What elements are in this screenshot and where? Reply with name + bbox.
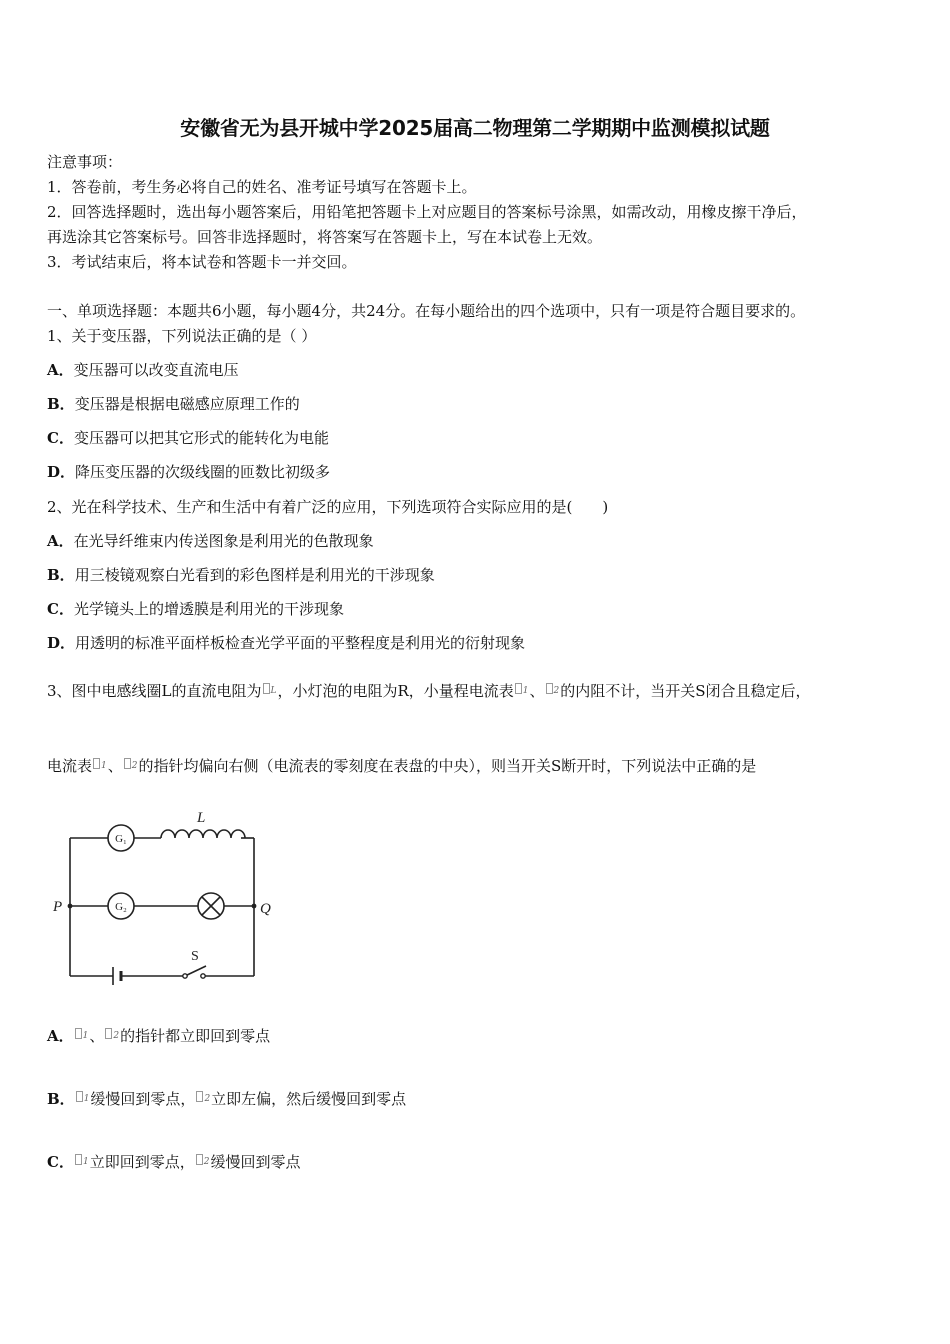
- option-label: C．: [47, 600, 74, 618]
- label-g1: G₁: [115, 833, 127, 845]
- option-label: C．: [47, 429, 74, 447]
- missing-formula-icon: [196, 1154, 203, 1165]
- option-text: 缓慢回到零点，: [90, 1090, 196, 1108]
- junction-dot: [252, 904, 257, 909]
- q3-stem-part: 的指针均偏向右侧（电流表的零刻度在表盘的中央），则当开关S断开时，下列说法中正确的是: [138, 757, 757, 775]
- junction-dot: [68, 904, 73, 909]
- q3-stem-part: 3、图中电感线圈L的直流电阻为: [47, 682, 262, 700]
- formula-sub: 2: [553, 686, 560, 696]
- notice-item-3: 3．考试结束后，将本试卷和答题卡一并交回。: [47, 253, 357, 271]
- q3-option-a: [47, 1026, 270, 1046]
- formula-sub: 1: [522, 686, 529, 696]
- label-p: P: [53, 899, 63, 915]
- missing-formula-icon: [263, 683, 270, 694]
- q2-option-d: [47, 633, 525, 653]
- formula-sub: 1: [101, 761, 107, 771]
- switch-contact-icon: [201, 974, 205, 978]
- formula-sub: 2: [203, 1157, 210, 1167]
- missing-formula-icon: [76, 1091, 83, 1102]
- q3-option-c: [47, 1152, 300, 1172]
- formula-sub: 2: [131, 761, 138, 771]
- missing-formula-icon: [546, 683, 553, 694]
- missing-formula-icon: [93, 758, 100, 769]
- q3-stem-part: 的内阻不计，当开关S闭合且稳定后，: [560, 682, 811, 700]
- option-label: A．: [47, 532, 74, 550]
- missing-formula-icon: [124, 758, 131, 769]
- q3-option-b: [47, 1089, 406, 1109]
- q1-option-d: [47, 462, 330, 482]
- circuit-diagram: [45, 800, 285, 995]
- q2-option-c: [47, 599, 344, 619]
- switch-contact-icon: [183, 974, 187, 978]
- q3-stem-line1: [47, 681, 811, 701]
- formula-sub: 2: [113, 1031, 120, 1041]
- label-l: L: [197, 810, 206, 826]
- option-text: 变压器可以改变直流电压: [73, 361, 239, 379]
- missing-formula-icon: [196, 1091, 203, 1102]
- label-q: Q: [260, 901, 271, 917]
- formula-sub: 2: [204, 1094, 211, 1104]
- notice-item-2-cont: 再选涂其它答案标号。回答非选择题时，将答案写在答题卡上，写在本试卷上无效。: [47, 228, 603, 246]
- missing-formula-icon: [75, 1028, 82, 1039]
- page-title: 安徽省无为县开城中学2025届高二物理第二学期期中监测模拟试题: [180, 116, 770, 140]
- q2-option-b: [47, 565, 435, 585]
- q1-option-b: [47, 394, 300, 414]
- formula-sub: L: [270, 686, 277, 696]
- option-text: 立即回到零点，: [89, 1153, 195, 1171]
- option-text: 变压器是根据电磁感应原理工作的: [74, 395, 300, 413]
- option-text: 用三棱镜观察白光看到的彩色图样是利用光的干涉现象: [74, 566, 435, 584]
- label-s: S: [191, 949, 199, 964]
- option-text: 缓慢回到零点: [210, 1153, 301, 1171]
- option-label: A．: [47, 1027, 74, 1045]
- notice-item-1: 1．答卷前，考生务必将自己的姓名、准考证号填写在答题卡上。: [47, 178, 477, 196]
- q1-stem: 1、关于变压器，下列说法正确的是（ ）: [47, 327, 317, 345]
- q3-stem-part: 电流表: [47, 757, 93, 775]
- q3-stem-line2: [47, 756, 756, 776]
- option-text: 立即左偏，然后缓慢回到零点: [211, 1090, 407, 1108]
- option-label: D．: [47, 463, 76, 481]
- q1-option-a: [47, 360, 239, 380]
- notice-heading: 注意事项：: [47, 153, 123, 171]
- missing-formula-icon: [75, 1154, 82, 1165]
- q2-stem: 2、光在科学技术、生产和生活中有着广泛的应用，下列选项符合实际应用的是( ): [47, 498, 609, 516]
- q2-option-a: [47, 531, 374, 551]
- formula-sub: 1: [83, 1094, 90, 1104]
- option-label: C．: [47, 1153, 74, 1171]
- q1-option-c: [47, 428, 329, 448]
- option-label: B．: [47, 566, 75, 584]
- formula-sub: 1: [82, 1031, 89, 1041]
- q3-stem-part: ，小灯泡的电阻为R，小量程电流表: [277, 682, 514, 700]
- inductor-coil-icon: [161, 830, 245, 838]
- notice-item-2: 2．回答选择题时，选出每小题答案后，用铅笔把答题卡上对应题目的答案标号涂黑，如需改动，用橡皮擦干净后，: [47, 203, 807, 221]
- formula-sub: 1: [82, 1157, 89, 1167]
- separator: 、: [107, 757, 123, 775]
- option-text: 光学镜头上的增透膜是利用光的干涉现象: [73, 600, 344, 618]
- option-text: 降压变压器的次级线圈的匝数比初级多: [75, 463, 331, 481]
- separator: 、: [89, 1027, 105, 1045]
- option-text: 变压器可以把其它形式的能转化为电能: [73, 429, 329, 447]
- option-text: 在光导纤维束内传送图象是利用光的色散现象: [73, 532, 374, 550]
- missing-formula-icon: [105, 1028, 112, 1039]
- option-text: 用透明的标准平面样板检查光学平面的平整程度是利用光的衍射现象: [75, 634, 526, 652]
- option-label: A．: [47, 361, 74, 379]
- option-text: 的指针都立即回到零点: [120, 1027, 271, 1045]
- label-g2: G₂: [115, 901, 127, 913]
- separator: 、: [529, 682, 545, 700]
- section-heading: 一、单项选择题：本题共6小题，每小题4分，共24分。在每小题给出的四个选项中，只有一项是符合题目要求的。: [47, 302, 806, 320]
- option-label: B．: [47, 1090, 75, 1108]
- missing-formula-icon: [515, 683, 522, 694]
- option-label: D．: [47, 634, 76, 652]
- option-label: B．: [47, 395, 75, 413]
